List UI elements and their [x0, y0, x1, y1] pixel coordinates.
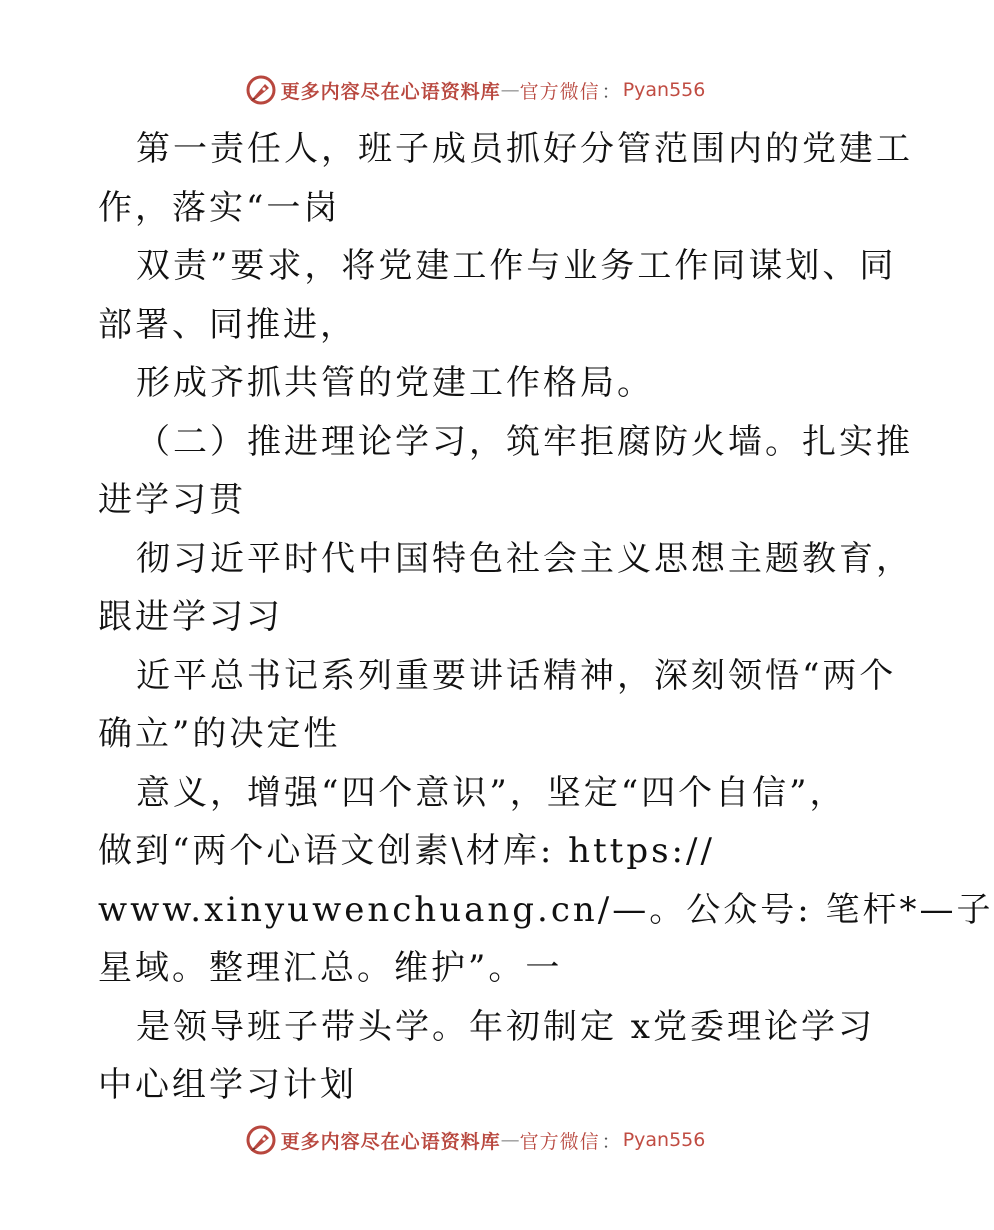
watermark-contact-label: 官方微信 — [519, 1130, 600, 1153]
watermark-dash: — — [500, 79, 520, 101]
body-line-12: 意义，增强“四个意识”，坚定“四个自信”， — [136, 772, 847, 813]
body-line-8: 彻习近平时代中国特色社会主义思想主题教育， — [136, 538, 913, 579]
body-line-17: 中心组学习计划 — [98, 1065, 357, 1105]
header-watermark — [0, 70, 950, 110]
watermark-contact-id: Pyan556 — [622, 79, 706, 101]
body-line-6: （二）推进理论学习，筑牢拒腐防火墙。扎实推 — [136, 421, 913, 462]
body-line-4: 部署、同推进， — [98, 304, 357, 345]
watermark-dash: — — [500, 1129, 520, 1151]
watermark-title: 更多内容尽在心语资料库 — [280, 1130, 501, 1153]
body-line-9: 跟进学习习 — [98, 597, 283, 637]
footer-watermark — [0, 1120, 950, 1160]
body-line-5: 形成齐抓共管的党建工作格局。 — [136, 363, 654, 403]
watermark-contact-label: 官方微信 — [519, 80, 600, 103]
body-line-2: 作，落实“一岗 — [98, 187, 341, 228]
body-line-11: 确立”的决定性 — [98, 714, 341, 754]
body-line-7: 进学习贯 — [98, 480, 246, 520]
pen-nib-logo-icon — [245, 1124, 277, 1156]
body-line-13: 做到“两个心语文创素\材库: https:// — [98, 831, 715, 871]
watermark-colon: ： — [601, 1130, 621, 1153]
body-line-3: 双责”要求，将党建工作与业务工作同谋划、同 — [136, 246, 897, 286]
watermark-title: 更多内容尽在心语资料库 — [280, 80, 501, 103]
body-line-16: 是领导班子带头学。年初制定 x党委理论学习 — [136, 1006, 875, 1047]
pen-nib-logo-icon — [245, 74, 277, 106]
document-body — [98, 120, 994, 1115]
body-line-14: www.xinyuwenchuang.cn/—。公众号: 笔杆*—子 — [98, 889, 994, 930]
body-line-1: 第一责任人，班子成员抓好分管范围内的党建工 — [136, 129, 913, 169]
body-line-15: 星域。整理汇总。维护”。一 — [98, 948, 563, 988]
watermark-colon: ： — [601, 80, 621, 103]
body-line-10: 近平总书记系列重要讲话精神，深刻领悟“两个 — [136, 655, 897, 696]
watermark-contact-id: Pyan556 — [622, 1129, 706, 1151]
